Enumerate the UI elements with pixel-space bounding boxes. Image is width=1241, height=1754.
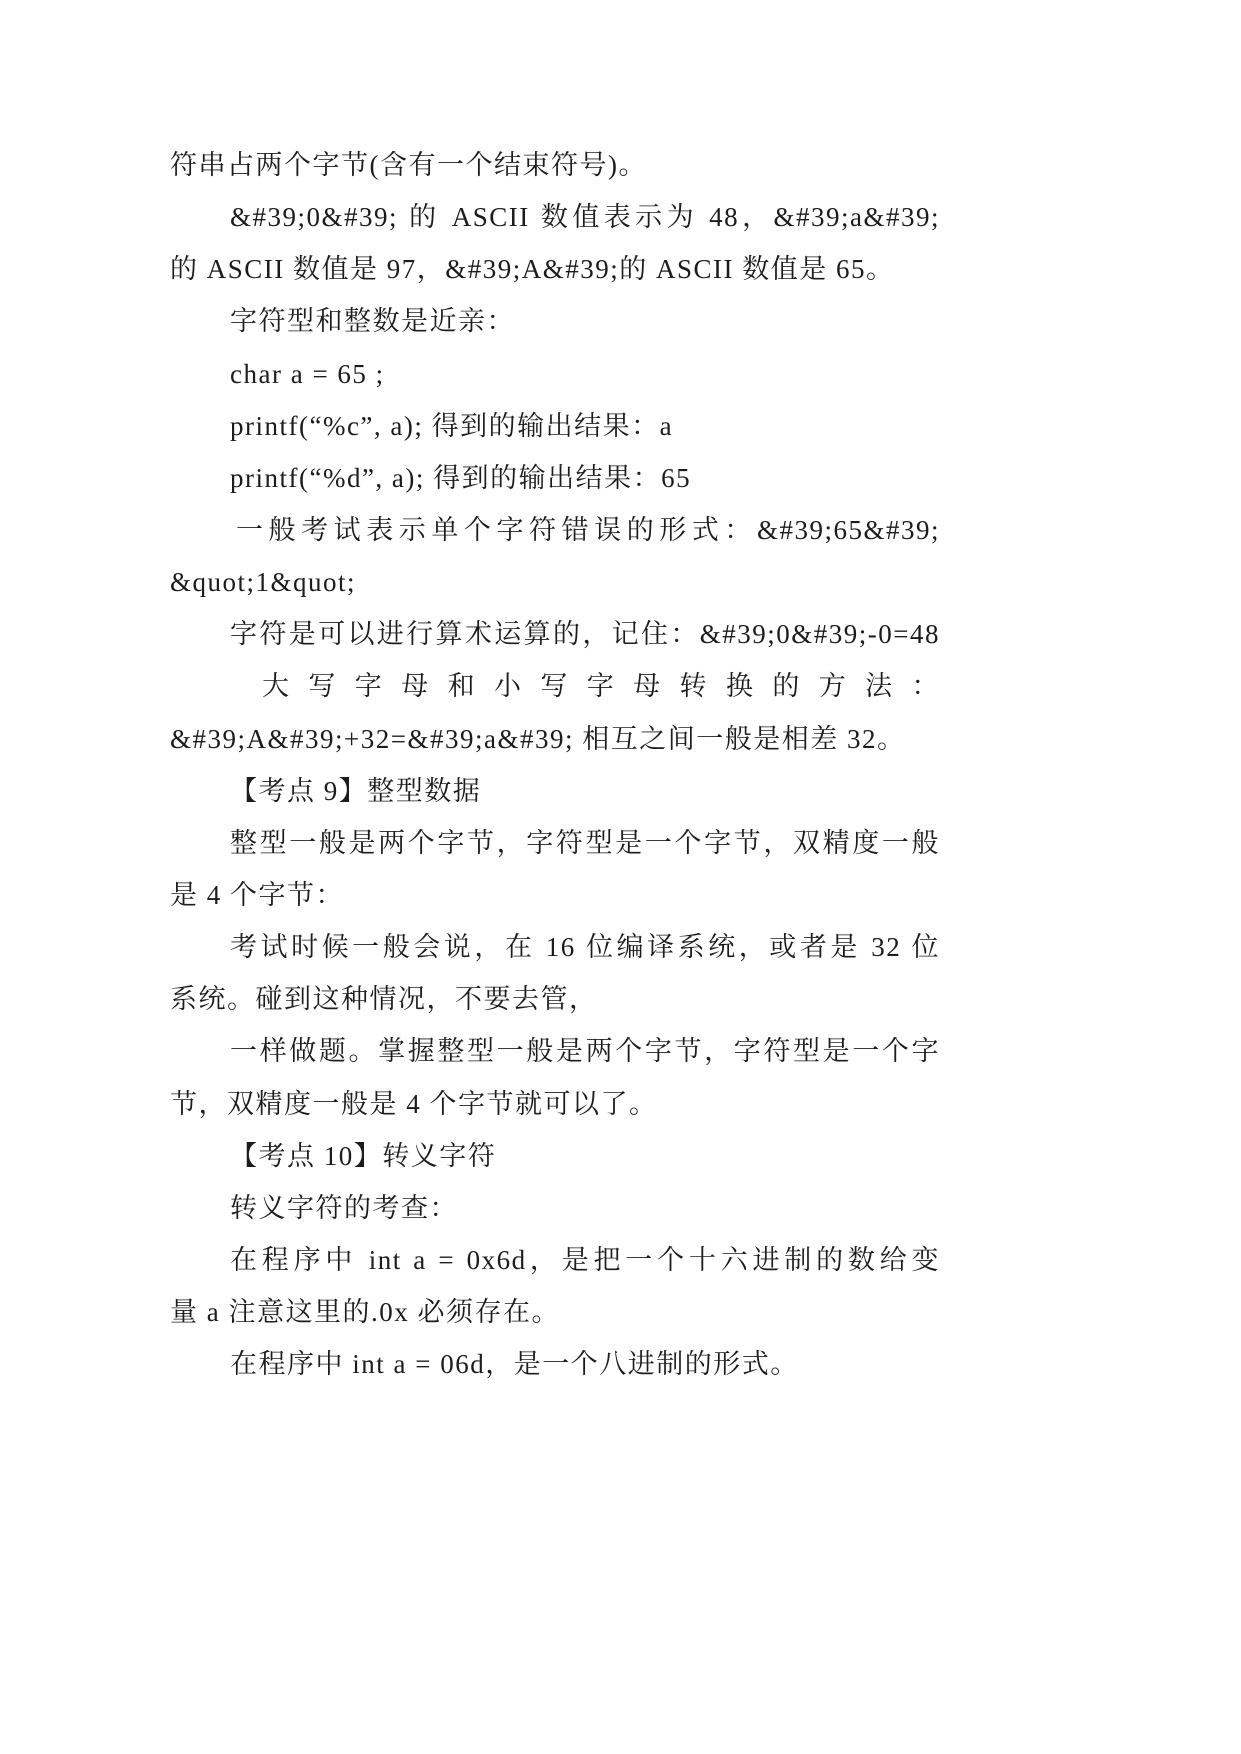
text-line: 量 a 注意这里的.0x 必须存在。: [170, 1297, 560, 1328]
text-line: 一样做题。掌握整型一般是两个字节，字符型是一个字: [230, 1036, 940, 1067]
text-line: 是 4 个字节：: [170, 879, 344, 910]
text-line: 的 ASCII 数值是 97，&#39;A&#39;的 ASCII 数值是 65。: [170, 254, 895, 285]
code-line: printf(“%d”, a); 得到的输出结果：65: [230, 462, 692, 493]
document-body: [0, 139, 1241, 1390]
text-line: 系统。碰到这种情况，不要去管，: [170, 984, 598, 1015]
section-heading: 【考点 9】整型数据: [230, 775, 482, 806]
text-line: &quot;1&quot;: [170, 567, 357, 598]
text-line: 在程序中 int a = 06d，是一个八进制的形式。: [230, 1349, 799, 1380]
code-line: printf(“%c”, a); 得到的输出结果：a: [230, 410, 674, 441]
text-line: 符串占两个字节(含有一个结束符号)。: [170, 150, 647, 180]
text-line: 字符是可以进行算术运算的，记住：&#39;0&#39;-0=48: [230, 619, 940, 650]
text-line: 整型一般是两个字节，字符型是一个字节，双精度一般: [230, 827, 940, 858]
text-line: 字符型和整数是近亲：: [230, 306, 515, 337]
text-line: 节，双精度一般是 4 个字节就可以了。: [170, 1088, 658, 1119]
section-heading: 【考点 10】转义字符: [230, 1140, 497, 1171]
text-line: 在程序中 int a = 0x6d，是把一个十六进制的数给变: [230, 1244, 940, 1275]
text-line: &#39;0&#39; 的 ASCII 数值表示为 48，&#39;a&#39;: [230, 202, 940, 233]
code-line: char a = 65 ;: [230, 358, 385, 389]
text-line: 转义字符的考查：: [230, 1192, 458, 1223]
text-line: 考试时候一般会说，在 16 位编译系统，或者是 32 位: [230, 932, 940, 963]
text-line: 一般考试表示单个字符错误的形式：&#39;65&#39;: [236, 514, 940, 545]
text-line: 大写字母和小写字母转换的方法：: [262, 671, 940, 702]
text-line: &#39;A&#39;+32=&#39;a&#39; 相互之间一般是相差 32。: [170, 723, 906, 754]
